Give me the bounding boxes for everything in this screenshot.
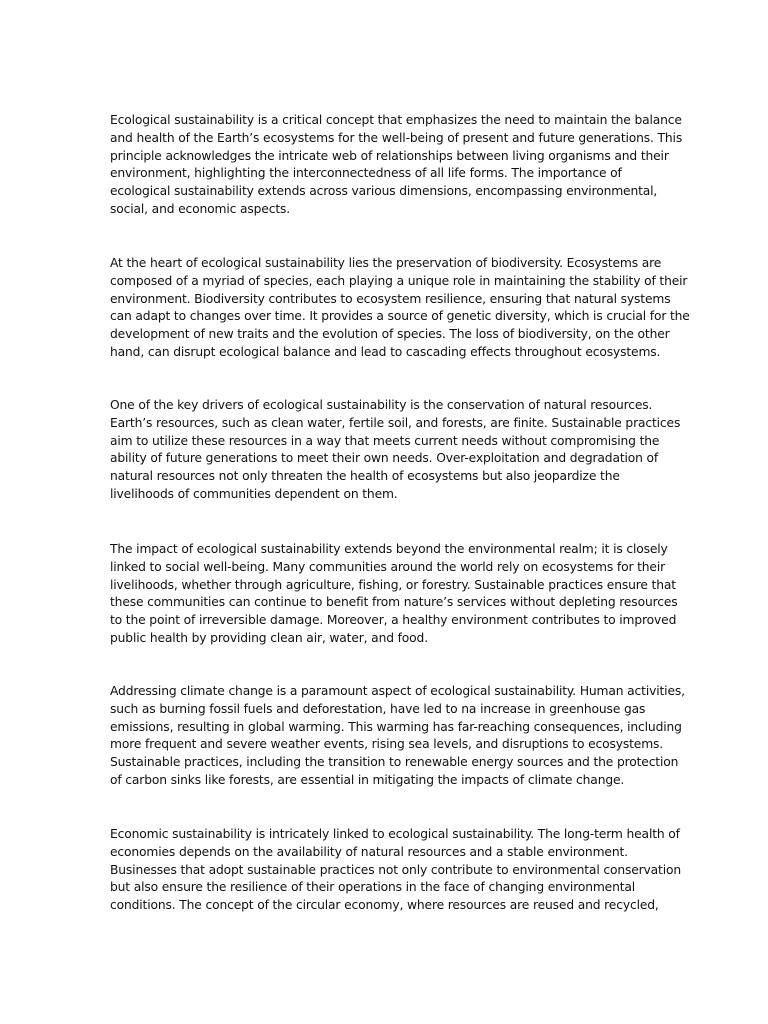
text-line: ability of future generations to meet their own needs. Over-exploitation and degradation of [110, 451, 659, 466]
text-line: economies depends on the availability of natural resources and a stable environment. [110, 844, 628, 859]
text-line: can adapt to changes over time. It provides a source of genetic diversity, which is crucial for the [110, 309, 690, 324]
text-line: conditions. The concept of the circular economy, where resources are reused and recycled, [110, 898, 659, 913]
text-line: The impact of ecological sustainability extends beyond the environmental realm; it is closely [110, 542, 668, 556]
text-line: linked to social well-being. Many communities around the world rely on ecosystems for their [110, 559, 666, 574]
paragraph-social-well-being [110, 541, 678, 648]
text-line: livelihoods of communities dependent on them. [110, 486, 398, 501]
paragraph-natural-resources [110, 397, 681, 504]
text-line: natural resources not only threaten the health of ecosystems but also jeopardize the [110, 469, 620, 484]
text-line: principle acknowledges the intricate web of relationships between living organisms and their [110, 148, 669, 163]
text-line: to the point of irreversible damage. Moreover, a healthy environment contributes to improved [110, 613, 677, 628]
text-line: Sustainable practices, including the transition to renewable energy sources and the protection [110, 755, 679, 770]
paragraph-ecological-sustainability-intro [110, 112, 683, 219]
text-line: these communities can continue to benefit from nature’s services without depleting resources [110, 595, 678, 610]
paragraph-economic-sustainability [110, 826, 682, 915]
text-line: public health by providing clean air, water, and food. [110, 630, 428, 645]
text-line: but also ensure the resilience of their operations in the face of changing environmental [110, 880, 636, 895]
text-line: such as burning fossil fuels and deforestation, have led to na increase in greenhouse gas [110, 701, 646, 716]
text-line: social, and economic aspects. [110, 201, 291, 216]
text-line: Addressing climate change is a paramount aspect of ecological sustainability. Human activities, [110, 684, 685, 698]
text-line: Ecological sustainability is a critical concept that emphasizes the need to maintain the balance [110, 113, 682, 127]
text-line: composed of a myriad of species, each playing a unique role in maintaining the stability of their [110, 273, 688, 288]
text-line: hand, can disrupt ecological balance and lead to cascading effects throughout ecosystems. [110, 344, 661, 359]
text-line: Economic sustainability is intricately linked to ecological sustainability. The long-term health of [110, 827, 680, 841]
text-line: livelihoods, whether through agriculture, fishing, or forestry. Sustainable practices ensure that [110, 577, 676, 592]
text-line: development of new traits and the evolution of species. The loss of biodiversity, on the other [110, 327, 670, 342]
text-line: environment, highlighting the interconnectedness of all life forms. The importance of [110, 166, 622, 181]
text-line: of carbon sinks like forests, are essential in mitigating the impacts of climate change. [110, 772, 625, 787]
text-line: Earth’s resources, such as clean water, fertile soil, and forests, are finite. Sustainable practices [110, 415, 681, 430]
paragraph-climate-change [110, 683, 685, 790]
text-line: aim to utilize these resources in a way that meets current needs without compromising the [110, 433, 660, 448]
text-line: Businesses that adopt sustainable practices not only contribute to environmental conservation [110, 862, 682, 877]
text-line: and health of the Earth’s ecosystems for the well-being of present and future generations. This [110, 130, 683, 145]
text-line: more frequent and severe weather events, rising sea levels, and disruptions to ecosystems. [110, 737, 664, 752]
text-line: environment. Biodiversity contributes to ecosystem resilience, ensuring that natural systems [110, 291, 671, 306]
text-line: emissions, resulting in global warming. This warming has far-reaching consequences, including [110, 719, 682, 734]
paragraph-biodiversity [110, 255, 690, 362]
text-line: At the heart of ecological sustainability lies the preservation of biodiversity. Ecosystems are [110, 256, 662, 270]
text-line: One of the key drivers of ecological sustainability is the conservation of natural resources. [110, 398, 653, 412]
text-line: ecological sustainability extends across various dimensions, encompassing environmental, [110, 184, 658, 199]
